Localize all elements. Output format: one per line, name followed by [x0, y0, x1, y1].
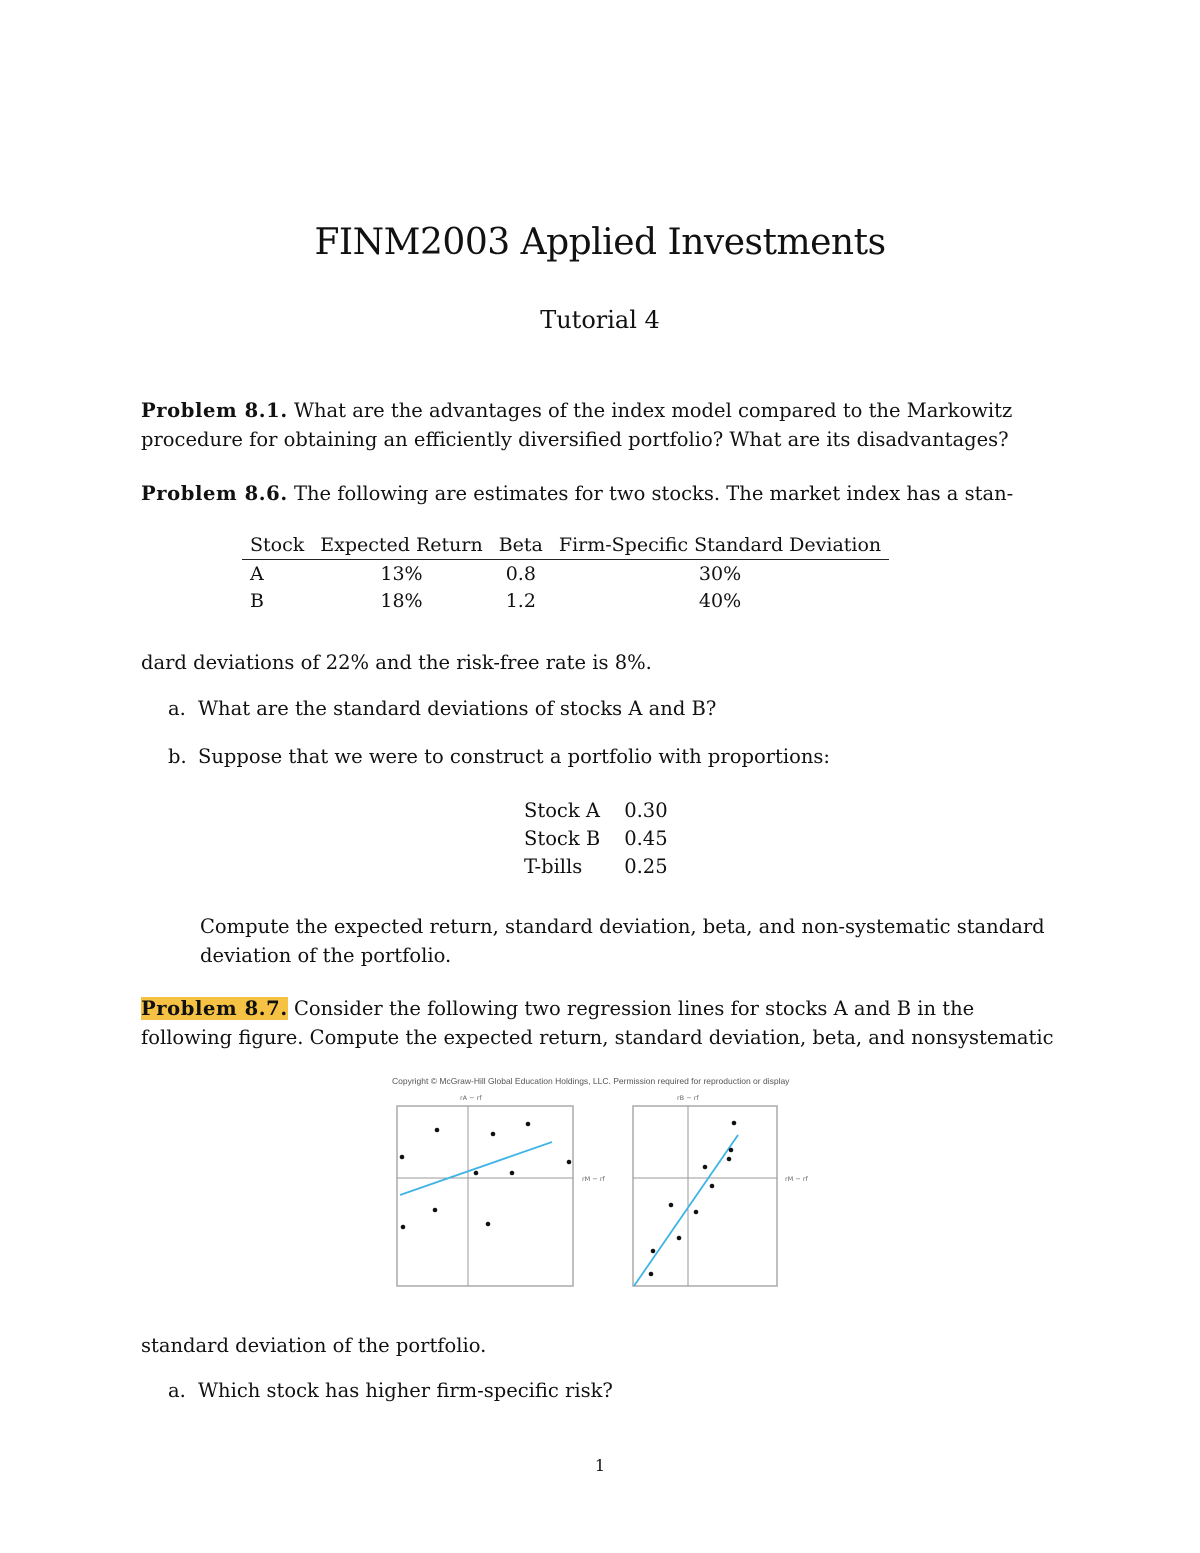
data-point [651, 1249, 656, 1254]
table-row [520, 796, 672, 824]
regression-figure [380, 1072, 820, 1297]
panel-b-frame [633, 1106, 777, 1286]
problem-8-7 [141, 994, 1061, 1052]
table-cell: 30% [698, 562, 742, 585]
panel-b [633, 1094, 809, 1286]
figure-copyright: Copyright © McGraw-Hill Global Education Holdings, LLC. Permission required for reproduction or display [392, 1076, 790, 1086]
data-point [510, 1171, 515, 1176]
table-cell: 40% [698, 589, 742, 612]
page-number: 1 [594, 1456, 606, 1475]
problem-8-7-label: Problem 8.7. [141, 997, 288, 1020]
portfolio-proportions-table [520, 796, 672, 880]
page-subtitle: Tutorial 4 [540, 306, 660, 334]
table-cell: 0.8 [505, 562, 536, 585]
panel-a-frame [397, 1106, 573, 1286]
table-cell: B [250, 589, 264, 612]
data-point [727, 1157, 732, 1162]
problem-8-6-label: Problem 8.6. [141, 482, 288, 505]
data-point [433, 1208, 438, 1213]
problem-8-1-label: Problem 8.1. [141, 399, 288, 422]
data-point [649, 1272, 654, 1277]
table-row [242, 587, 889, 614]
stock-estimates-table [242, 531, 889, 614]
problem-8-7-continuation: standard deviation of the portfolio. [141, 1334, 487, 1357]
panel-a-ylabel: rA − rf [460, 1094, 482, 1102]
problem-8-6-compute-text: Compute the expected return, standard deviation, beta, and non-systematic standard deviation of the portfolio. [200, 915, 1045, 967]
data-point [669, 1203, 674, 1208]
asset-name: T-bills [524, 854, 583, 878]
page-title: FINM2003 Applied Investments [314, 222, 886, 263]
asset-name: Stock A [524, 798, 600, 822]
panel-a [397, 1094, 606, 1286]
table-cell: A [250, 562, 264, 585]
part-text: Which stock has higher firm-specific risk? [198, 1379, 613, 1402]
problem-8-6 [141, 479, 1061, 508]
data-point [710, 1184, 715, 1189]
table-header: Expected Return [312, 531, 490, 560]
problem-8-6-intro: The following are estimates for two stocks. The market index has a stan- [293, 482, 1014, 505]
asset-name: Stock B [524, 826, 601, 850]
problem-8-1-text: What are the advantages of the index model compared to the Markowitz procedure for obtaining an efficiently diversified portfolio? What are its disadvantages? [141, 399, 1013, 451]
data-point [732, 1121, 737, 1126]
table-header-row [242, 531, 889, 560]
problem-8-6-continuation: dard deviations of 22% and the risk-free rate is 8%. [141, 651, 652, 674]
problem-8-6-part-a [168, 697, 716, 720]
data-point [526, 1122, 531, 1127]
table-cell: 1.2 [505, 589, 536, 612]
panel-b-ylabel: rB − rf [677, 1094, 699, 1102]
part-marker: a. [168, 697, 186, 720]
data-point [474, 1171, 479, 1176]
table-header: Beta [491, 531, 551, 560]
part-text: What are the standard deviations of stocks A and B? [198, 697, 717, 720]
asset-weight: 0.25 [624, 854, 668, 878]
panel-b-xlabel: rM − rf [785, 1175, 808, 1183]
table-row [520, 852, 672, 880]
part-marker: b. [168, 745, 187, 768]
problem-8-7-part-a [168, 1379, 613, 1402]
panel-a-xlabel: rM − rf [582, 1175, 605, 1183]
asset-weight: 0.45 [624, 826, 668, 850]
part-marker: a. [168, 1379, 186, 1402]
data-point [703, 1165, 708, 1170]
table-cell: 13% [380, 562, 423, 585]
data-point [567, 1160, 572, 1165]
data-point [491, 1132, 496, 1137]
data-point [400, 1155, 405, 1160]
table-cell: 18% [380, 589, 423, 612]
problem-8-1 [141, 396, 1061, 454]
part-text: Suppose that we were to construct a portfolio with proportions: [198, 745, 830, 768]
data-point [677, 1236, 682, 1241]
table-row [520, 824, 672, 852]
asset-weight: 0.30 [624, 798, 668, 822]
problem-8-6-part-b [168, 745, 830, 768]
table-header: Stock [242, 531, 312, 560]
problem-8-7-intro: Consider the following two regression lines for stocks A and B in the following figure. Compute the expected return, standard deviation, beta, and nonsystematic [141, 997, 1054, 1049]
data-point [694, 1210, 699, 1215]
data-point [729, 1148, 734, 1153]
data-point [401, 1225, 406, 1230]
data-point [435, 1128, 440, 1133]
data-point [486, 1222, 491, 1227]
table-row [242, 560, 889, 588]
table-header: Firm-Specific Standard Deviation [551, 531, 889, 560]
